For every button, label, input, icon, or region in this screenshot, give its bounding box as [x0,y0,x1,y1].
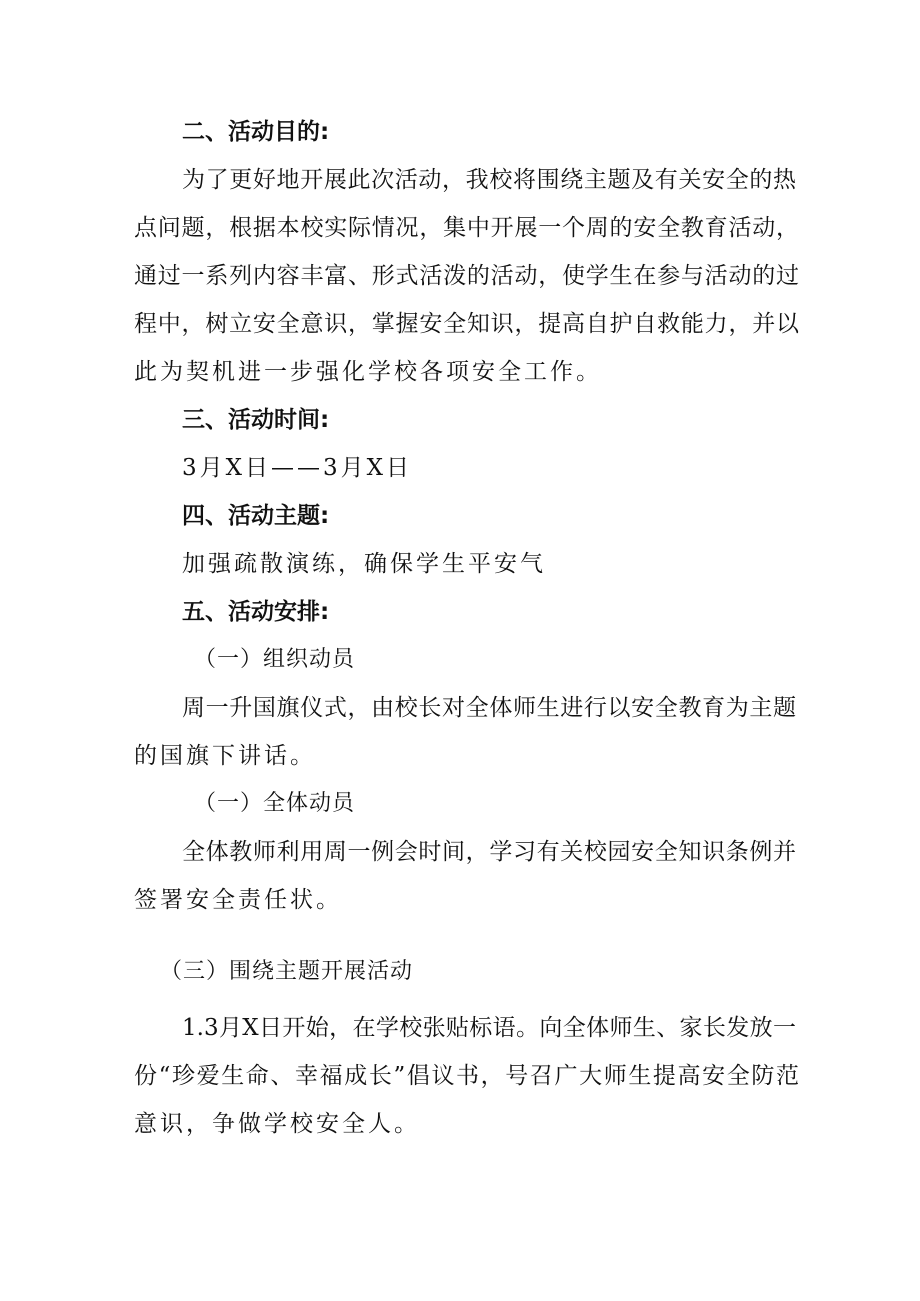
theme-text: 加强疏散演练，确保学生平安气 [182,551,546,577]
purpose-line-4: 程中，树立安全意识，掌握安全知识，提高自护自救能力，并以 [134,311,799,337]
item2-title: （一）全体动员 [194,791,356,816]
heading-theme: 四、活动主题: [182,503,330,529]
purpose-line-1: 为了更好地开展此次活动，我校将围绕主题及有关安全的热 [182,167,796,193]
heading-arrangement: 五、活动安排: [182,599,330,625]
purpose-line-5: 此为契机进一步强化学校各项安全工作。 [134,359,602,385]
item3-title: （三）围绕主题开展活动 [160,959,414,984]
item1-line-2: 的国旗下讲话。 [134,743,316,769]
heading-time: 三、活动时间: [182,407,330,433]
item1-title: （一）组织动员 [194,647,356,672]
heading-purpose: 二、活动目的: [182,119,330,145]
item2-line-2: 签署安全责任状。 [134,887,342,913]
item2-line-1: 全体教师利用周一例会时间，学习有关校园安全知识条例并 [182,839,796,865]
item3-line-1: 1.3月X日开始，在学校张贴标语。向全体师生、家长发放一 [182,1015,796,1041]
item3-line-3: 意识，争做学校安全人。 [134,1111,420,1137]
time-text: 3月X日——3月X日 [182,455,413,481]
purpose-line-3: 通过一系列内容丰富、形式活泼的活动，使学生在参与活动的过 [134,263,799,289]
item3-line-2: 份“珍爱生命、幸福成长”倡议书，号召广大师生提高安全防范 [134,1063,799,1089]
item1-line-1: 周一升国旗仪式，由校长对全体师生进行以安全教育为主题 [182,695,796,721]
purpose-line-2: 点问题，根据本校实际情况，集中开展一个周的安全教育活动， [134,215,799,241]
